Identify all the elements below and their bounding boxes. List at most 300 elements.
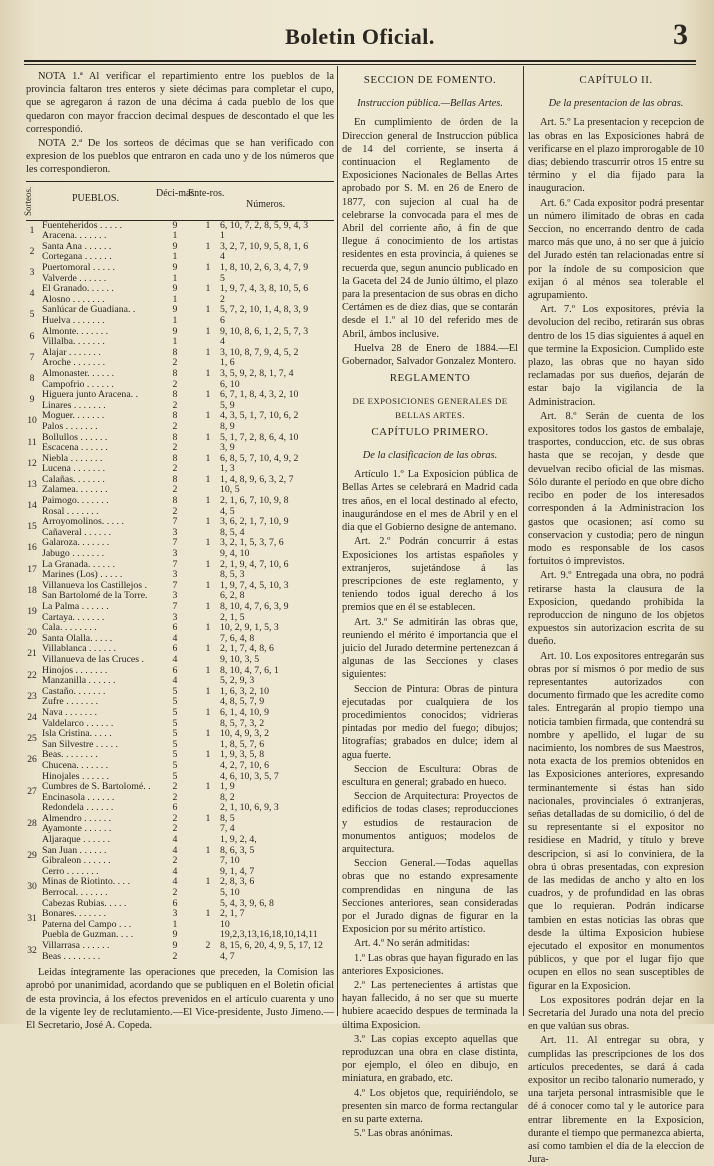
cell-pu: Almonte. . . . . . . <box>42 325 109 337</box>
cell-en: 1 <box>205 781 211 793</box>
cell-nu: 5 <box>220 272 225 284</box>
cell-de: 3 <box>172 590 178 602</box>
header-rule <box>24 60 696 62</box>
cell-en: 1 <box>205 240 211 252</box>
cell-nu: 7, 10 <box>220 855 240 867</box>
cell-nu: 4, 8, 5, 7, 9 <box>220 696 265 708</box>
cell-so: 14 <box>27 500 37 512</box>
cell-de: 9 <box>172 219 178 231</box>
cell-pu: Aroche . . . . . . . <box>42 357 106 369</box>
cell-de: 2 <box>172 855 178 867</box>
cell-nu: 8, 15, 6, 20, 4, 9, 5, 17, 12 <box>220 940 323 951</box>
cell-nu: 5, 1, 7, 2, 8, 6, 4, 10 <box>220 431 299 443</box>
cell-pu: San Silvestre . . . . . <box>42 738 118 750</box>
cell-nu: 4, 6, 10, 3, 5, 7 <box>220 770 279 782</box>
cell-de: 7 <box>172 601 178 612</box>
cell-pu: Bollullos . . . . . . <box>42 431 108 443</box>
cell-nu: 7, 6, 4, 8 <box>220 632 255 644</box>
cell-de: 5 <box>172 759 178 771</box>
cell-nu: 3, 9 <box>220 442 235 454</box>
cell-en: 1 <box>205 537 211 549</box>
cell-pu: Santa Ana . . . . . . <box>42 240 112 252</box>
cell-de: 8 <box>172 473 178 485</box>
article-paragraph: Art. 10. Los expositores entregarán sus obras por sí mismos ó por medio de sus representantes autorizados con documento firmado que les acredite como tales. Entregarán al propio tiempo una noticia tambien firmada, que contendrá su nombre y apellido, el lugar de su nacimiento, los nombres de sus Maestros, nota exacta de los premios obtenidos en las Exposiciones anteriores, expresando terminantemente si éstas han sido nacionales, provinciales ó extranjeras, señas detalladas de su domicilio, ó del de su representante si el expositor no residiese en Madrid, y título y breve descripcion, si así lo conviniera, de la obra ú obras presentadas, con expresion de las medidas de ancho y alto en los cuadros, y de profundidad en las obras que lo requieran. Podrán indicarse tambien en estas noticias las obras que desde la última Exposicion hubiese ejecutado el expositor en monumentos públicos, y que por el lugar fijo que ocupen en ellos no sean susceptibles de figurar en la Exposicion. <box>528 650 704 992</box>
cell-pu: Linares . . . . . . . <box>42 399 106 411</box>
cell-de: 9 <box>172 240 178 252</box>
column-divider <box>523 66 524 1016</box>
cell-pu: Fuenteheridos . . . . . <box>42 219 122 231</box>
cell-so: 21 <box>27 648 37 660</box>
cell-en: 1 <box>205 473 211 485</box>
cell-de: 9 <box>172 304 178 316</box>
page-title: Boletin Oficial. <box>285 24 435 49</box>
cell-de: 5 <box>172 706 178 718</box>
cell-nu: 9, 10, 8, 6, 1, 2, 5, 7, 3 <box>220 325 309 337</box>
cell-de: 8 <box>172 431 178 443</box>
cell-so: 12 <box>27 457 37 469</box>
cell-de: 4 <box>172 865 178 877</box>
cell-de: 3 <box>172 908 178 920</box>
article-paragraph: Art. 8.º Serán de cuenta de los expositores todos los gastos de embalaje, trasportes, conduccion, etc. de sus obras hasta que se recojan, y desde que devuelvan recibo oficial de las mismas. Sólo durante el período en que obre dicho recibo en poder de los interesados corresponden á la Administracion los gastos que ocasionen; así como su conservacion y custodia; pero de ningun modo es responsable de los casos fortuitos ó imprevistos. <box>528 410 704 568</box>
cell-en: 1 <box>205 558 211 570</box>
cell-en: 1 <box>205 685 211 697</box>
reglamento-subheading: DE EXPOSICIONES GENERALES DE BELLAS ARTES. <box>352 396 508 420</box>
cell-pu: Almonaster. . . . . . <box>42 367 115 379</box>
cell-pu: Aljaraque . . . . . . <box>42 834 111 846</box>
cell-de: 9 <box>172 283 178 295</box>
cell-en: 1 <box>205 304 211 316</box>
cell-nu: 5, 7, 2, 10, 1, 4, 8, 3, 9 <box>220 304 309 316</box>
cell-pu: Chucena. . . . . . . <box>42 759 109 771</box>
cell-nu: 4 <box>220 251 225 263</box>
cell-de: 8 <box>172 367 178 379</box>
page-number: 3 <box>673 18 688 51</box>
cell-so: 2 <box>29 245 35 257</box>
cell-nu: 8, 2 <box>220 791 235 803</box>
cell-pu: Rosal . . . . . . . <box>42 505 99 517</box>
cell-nu: 8, 10, 4, 7, 6, 1 <box>220 664 279 676</box>
cell-nu: 6, 1, 4, 10, 9 <box>220 706 269 718</box>
cell-de: 2 <box>172 420 178 432</box>
cell-en: 1 <box>205 706 211 718</box>
cell-de: 1 <box>172 230 178 242</box>
cell-en: 1 <box>205 876 211 888</box>
cell-pu: Beas . . . . . . . . <box>42 950 101 962</box>
cell-en: 1 <box>205 283 211 295</box>
cell-pu: Cañaveral . . . . . . <box>42 526 112 538</box>
cell-pu: Puertomoral . . . . . <box>42 262 115 273</box>
cell-pu: Calañas. . . . . . . <box>42 473 105 485</box>
cell-en: 1 <box>205 812 211 824</box>
cell-de: 6 <box>172 802 178 814</box>
cell-en: 1 <box>205 410 211 422</box>
article-paragraph: Seccion General.—Todas aquellas obras que no estando expresamente comprendidas en ninguna de las Secciones anteriores, sean consideradas por el Jurado dignas de figurar en la Exposicion por su mérito artístico. <box>342 858 518 936</box>
note-paragraph: NOTA 1.ª Al verificar el repartimiento entre los pueblos de la provincia faltaron tres enteros y siete décimas para completar el cupo, que se agregaron á razon de una décima á cada pueblo de los que quedaron con mayor fraccion decimal despues de descontado el que les correspondió. <box>26 71 334 135</box>
cell-de: 6 <box>172 897 178 909</box>
article-paragraph: Seccion de Pintura: Obras de pintura ejecutadas por cualquiera de los procedimientos conocidos; vidrieras pintadas por medio del fuego; dibujos; litografías; grabados en dulce; idem al agua fuerte. <box>342 683 518 761</box>
col-header-decimas: Déci-mas. <box>156 187 197 199</box>
cell-nu: 8, 9 <box>220 420 235 432</box>
cell-nu: 2, 1, 9, 4, 7, 10, 6 <box>220 558 289 570</box>
article-paragraph: Art. 5.º La presentacion y recepcion de las obras en las Exposiciones habrá de verificarse en el plazo improrogable de 10 dias; debiendo trascurrir otros 15 entre su término y el dia fijado para la inauguracion. <box>528 117 704 195</box>
cell-so: 13 <box>27 478 37 490</box>
column-divider <box>337 66 338 1016</box>
article-paragraph: Art. 4.º No serán admitidas: <box>354 938 470 950</box>
cell-so: 1 <box>29 224 35 236</box>
cell-en: 1 <box>205 219 211 231</box>
cell-pu: Jabugo . . . . . . . <box>42 548 105 560</box>
cell-nu: 2, 8, 3, 6 <box>220 876 255 888</box>
cell-so: 3 <box>29 267 35 278</box>
article-paragraph: Art. 2.º Podrán concurrir á estas Exposiciones los artistas españoles y extranjeros, sujetándose á las prescripciones de este reglamento, y teniendo todos igual derecho á los premios que en él se establecen. <box>342 536 518 614</box>
col-header-numeros: Números. <box>246 198 286 210</box>
cell-pu: Moguer. . . . . . . <box>42 410 105 422</box>
table-row <box>26 316 334 327</box>
cell-de: 2 <box>172 399 178 411</box>
cell-de: 5 <box>172 717 178 729</box>
cell-pu: Villablanca . . . . . . <box>42 643 116 655</box>
cell-de: 5 <box>172 696 178 708</box>
cell-nu: 1, 6, 3, 2, 10 <box>220 685 269 697</box>
cell-nu: 6, 2, 8 <box>220 590 245 602</box>
cell-de: 2 <box>172 791 178 803</box>
cell-pu: Paimogo. . . . . . . <box>42 495 109 507</box>
note-paragraph: NOTA 2.ª De los sorteos de décimas que se han verificado con expresion de los pueblos que entraron en cada uno y de los números que les correspondieron. <box>26 138 334 176</box>
cell-de: 4 <box>172 834 178 846</box>
reglamento-heading: REGLAMENTO <box>389 372 471 385</box>
cell-so: 29 <box>27 849 37 861</box>
cell-nu: 1, 3 <box>220 463 235 475</box>
cell-so: 30 <box>27 881 37 893</box>
cell-nu: 6, 10 <box>220 378 240 390</box>
cell-pu: Castaño. . . . . . . <box>42 685 106 697</box>
cell-pu: La Palma . . . . . . <box>42 601 109 612</box>
cell-pu: Alajar . . . . . . . <box>42 346 101 358</box>
article-paragraph: Art. 6.º Cada expositor podrá presentar un número ilimitado de obras en cada Seccion, no encerrando dentro de cada marco más que uno, á no ser que á juicio del Jurado estén tan relacionadas entre sí por la índole de su composicion que exijan ó al ménos sea tolerable el agrupamiento. <box>528 197 704 302</box>
cell-so: 11 <box>27 436 37 448</box>
cell-nu: 6 <box>220 314 225 326</box>
cell-en: 1 <box>205 601 211 612</box>
cell-de: 3 <box>172 526 178 538</box>
cell-nu: 1, 9, 3, 5, 8 <box>220 749 265 761</box>
cell-pu: Manzanilla . . . . . . <box>42 675 116 687</box>
cell-de: 8 <box>172 452 178 464</box>
cell-de: 6 <box>172 643 178 655</box>
cell-so: 22 <box>27 669 37 681</box>
cell-nu: 1 <box>220 230 225 242</box>
cell-en: 1 <box>205 749 211 761</box>
cell-nu: 6, 8, 5, 7, 10, 4, 9, 2 <box>220 452 299 464</box>
closing-paragraph: Leidas íntegramente las operaciones que preceden, la Comision las aprobó por unanimidad, acordando que se publiquen en el Boletin oficial de esta provincia, á los efectos prevenidos en el artículo cuarenta y uno de la vigente ley de reclutamiento.—El Vice-presidente, Justo Jimeno.—El Secretario, José A. Copeda. <box>26 967 334 1031</box>
cell-de: 6 <box>172 664 178 676</box>
cell-de: 7 <box>172 516 178 528</box>
cell-de: 2 <box>172 812 178 824</box>
cell-pu: Paterna del Campo . . . <box>42 918 132 930</box>
cell-en: 1 <box>205 495 211 507</box>
cell-en: 1 <box>205 622 211 634</box>
cell-so: 5 <box>29 309 35 321</box>
article-paragraph: 2.º Las pertenecientes á artistas que hayan fallecido, á no ser que su muerte hubiere acaecido despues de terminada la última Exposicion. <box>342 980 518 1031</box>
header-rule-thin <box>24 64 696 65</box>
cell-nu: 8, 10, 4, 7, 6, 3, 9 <box>220 601 289 612</box>
cell-de: 4 <box>172 844 178 856</box>
cell-nu: 6, 10, 7, 2, 8, 5, 9, 4, 3 <box>220 219 309 231</box>
cell-de: 7 <box>172 537 178 549</box>
chapter-subheading: De la clasificacion de las obras. <box>362 450 498 462</box>
col-header-enteros: Ente-ros. <box>188 187 225 199</box>
cell-de: 8 <box>172 389 178 401</box>
cell-en: 1 <box>205 452 211 464</box>
article-paragraph: Artículo 1.º La Exposicion pública de Bellas Artes se celebrará en Madrid cada tres años, en el local destinado al efecto, inaugurándose en el mes de Abril y en el dia que el Gobierno designe de antemano. <box>342 469 518 534</box>
cell-nu: 9, 4, 10 <box>220 548 250 560</box>
cell-en: 1 <box>205 643 211 655</box>
date-signature: Huelva 28 de Enero de 1884.—El Gobernador, Salvador Gonzalez Montero. <box>342 342 518 368</box>
cell-nu: 3, 2, 7, 10, 9, 5, 8, 1, 6 <box>220 240 309 252</box>
cell-so: 19 <box>27 606 37 617</box>
cell-nu: 8, 5, 3 <box>220 569 245 581</box>
article-paragraph: Art. 7.º Los expositores, prévia la devolucion del recibo, retirarán sus obras dentro de los 15 dias siguientes á aquel en que termine la Exposicion. Cumplido este plazo, las obras que no hayan sido reclamadas por sus dueños, dejarán de estar bajo la vigilancia de la Administracion. <box>528 304 704 408</box>
cell-so: 16 <box>27 542 37 554</box>
cell-nu: 1, 4, 8, 9, 6, 3, 2, 7 <box>220 473 294 485</box>
cell-en: 2 <box>205 940 211 951</box>
cell-pu: Niebla . . . . . . . <box>42 452 103 464</box>
cell-so: 6 <box>29 330 35 342</box>
cell-de: 7 <box>172 558 178 570</box>
cell-en: 1 <box>205 908 211 920</box>
cell-de: 5 <box>172 685 178 697</box>
cell-en: 1 <box>205 431 211 443</box>
cell-pu: Valverde . . . . . . <box>42 272 107 284</box>
cell-so: 9 <box>29 394 35 406</box>
cell-nu: 2, 1, 10, 6, 9, 3 <box>220 802 279 814</box>
table-row <box>26 655 334 666</box>
cell-nu: 8, 6, 3, 5 <box>220 844 255 856</box>
cell-nu: 5, 4, 3, 9, 6, 8 <box>220 897 274 909</box>
cell-en: 1 <box>205 664 211 676</box>
cell-pu: El Granado. . . . . . <box>42 283 114 295</box>
cell-nu: 8, 5, 7, 3, 2 <box>220 717 265 729</box>
cell-en: 1 <box>205 516 211 528</box>
cell-pu: Cortegana . . . . . . <box>42 251 112 263</box>
cell-de: 9 <box>172 940 178 951</box>
cell-so: 17 <box>27 563 37 575</box>
cell-pu: Encinasola . . . . . . <box>42 791 115 803</box>
cell-de: 2 <box>172 357 178 369</box>
table-header <box>23 181 334 221</box>
subsection-heading: Instruccion pública.—Bellas Artes. <box>357 98 503 110</box>
cell-de: 2 <box>172 823 178 835</box>
cell-so: 27 <box>27 786 37 798</box>
cell-pu: Ayamonte . . . . . . <box>42 823 112 835</box>
cell-pu: Lucena . . . . . . . <box>42 463 106 475</box>
cell-de: 2 <box>172 484 178 496</box>
cell-nu: 2 <box>220 293 225 305</box>
table-row <box>26 422 334 433</box>
lottery-table <box>26 221 334 963</box>
cell-nu: 1, 9, 7, 4, 3, 8, 10, 5, 6 <box>220 283 309 295</box>
cell-de: 8 <box>172 495 178 507</box>
cell-nu: 9, 1, 4, 7 <box>220 865 255 877</box>
cell-de: 1 <box>172 314 178 326</box>
cell-pu: Valdelarco . . . . . . <box>42 717 114 729</box>
article-paragraph: 1.º Las obras que hayan figurado en las anteriores Exposiciones. <box>342 952 518 977</box>
cell-nu: 4, 5 <box>220 505 235 517</box>
table-row <box>26 952 334 963</box>
cell-nu: 10, 2, 9, 1, 5, 3 <box>220 622 279 634</box>
cell-pu: Bonares. . . . . . . <box>42 908 106 920</box>
cell-de: 8 <box>172 410 178 422</box>
cell-nu: 1, 8, 10, 2, 6, 3, 4, 7, 9 <box>220 262 309 273</box>
article-paragraph: 5.º Las obras anónimas. <box>354 1128 453 1140</box>
cell-en: 1 <box>205 389 211 401</box>
cell-nu: 5, 9 <box>220 399 235 411</box>
cell-nu: 1, 6 <box>220 357 235 369</box>
cell-so: 24 <box>27 711 37 723</box>
cell-so: 8 <box>29 372 35 384</box>
cell-nu: 10, 4, 9, 3, 2 <box>220 728 269 740</box>
cell-nu: 2, 1, 7 <box>220 908 245 920</box>
cell-so: 28 <box>27 817 37 829</box>
cell-so: 4 <box>29 288 35 300</box>
cell-so: 20 <box>27 627 37 639</box>
cell-en: 1 <box>205 728 211 740</box>
cell-de: 2 <box>172 781 178 793</box>
cell-nu: 9, 10, 3, 5 <box>220 653 260 665</box>
cell-so: 26 <box>27 754 37 766</box>
cell-pu: Marines (Los) . . . . . <box>42 569 123 581</box>
cell-nu: 2, 1, 6, 7, 10, 9, 8 <box>220 495 289 507</box>
cell-de: 9 <box>172 262 178 273</box>
cell-en: 1 <box>205 367 211 379</box>
cell-pu: Cumbres de S. Bartolomé. . <box>42 781 151 793</box>
cell-pu: Zufre . . . . . . . <box>42 696 99 708</box>
cell-nu: 7, 4 <box>220 823 235 835</box>
cell-en: 1 <box>205 579 211 591</box>
cell-pu: Gibraleon . . . . . . <box>42 855 111 867</box>
cell-nu: 3, 5, 9, 2, 8, 1, 7, 4 <box>220 367 294 379</box>
col-header-sorteos: Sorteos. <box>23 186 33 216</box>
page-header <box>24 10 696 56</box>
cell-nu: 1, 9, 2, 4, <box>220 834 257 846</box>
cell-pu: Campofrio . . . . . . <box>42 378 114 390</box>
cell-pu: San Bartolomé de la Torre. <box>42 590 148 602</box>
cell-de: 1 <box>172 251 178 263</box>
cell-nu: 10, 5 <box>220 484 240 496</box>
cell-de: 2 <box>172 463 178 475</box>
cell-nu: 4, 7 <box>220 950 235 962</box>
cell-pu: Hinojos . . . . . . . <box>42 664 108 676</box>
cell-nu: 1, 9, 7, 4, 5, 10, 3 <box>220 579 289 591</box>
cell-nu: 8, 5 <box>220 812 235 824</box>
cell-nu: 19,2,3,13,16,18,10,14,11 <box>220 929 318 941</box>
intro-paragraph: En cumplimiento de órden de la Direccion general de Instruccion pública de 14 del corriente, se inserta á continuacion el Reglamento de Exposiciones Nacionales de Bellas Artes aprobado por S. M. en 26 de Enero de 1877, con sujecion al cual ha de celebrarse la convocada para el mes de Abril del corriente año, á fin de que llegue á conocimiento de los artistas residentes en esta provincia, á quienes se recuerda que, segun anuncio publicado en la Gaceta del 24 de Junio último, el plazo para la presentacion de sus obras en dicho Certámen es de diez dias, que se contarán desde el 1.º al 10 del referido mes de Abril, ámbos inclusive. <box>342 117 518 340</box>
cell-pu: Cartaya. . . . . . . <box>42 611 105 623</box>
col-header-pueblos: PUEBLOS. <box>72 192 119 204</box>
cell-pu: San Juan . . . . . . <box>42 844 107 856</box>
cell-pu: Villanueva de las Cruces . <box>42 653 144 665</box>
article-paragraph: Seccion de Escultura: Obras de escultura en general; grabado en hueco. <box>342 763 518 788</box>
cell-so: 32 <box>27 945 37 956</box>
column-three <box>528 70 704 1166</box>
cell-so: 7 <box>29 351 35 363</box>
cell-pu: Cala. . . . . . . . <box>42 622 97 634</box>
cell-pu: Sanlúcar de Guadiana. . <box>42 304 136 316</box>
cell-en: 1 <box>205 844 211 856</box>
cell-pu: Villarrasa . . . . . . <box>42 940 110 951</box>
cell-nu: 4 <box>220 336 225 348</box>
cell-nu: 5, 10 <box>220 887 240 899</box>
cell-de: 5 <box>172 728 178 740</box>
cell-pu: La Granada. . . . . . <box>42 558 115 570</box>
cell-pu: Palos . . . . . . . <box>42 420 98 432</box>
cell-de: 5 <box>172 738 178 750</box>
cell-pu: Berrocal. . . . . . . <box>42 887 108 899</box>
cell-pu: Santa Olalla. . . . . <box>42 632 113 644</box>
cell-nu: 4, 3, 5, 1, 7, 10, 6, 2 <box>220 410 299 422</box>
column-one <box>23 70 334 1031</box>
cell-de: 1 <box>172 336 178 348</box>
cell-de: 8 <box>172 346 178 358</box>
cell-de: 3 <box>172 569 178 581</box>
cell-pu: Minas de Riotinto. . . . <box>42 876 130 888</box>
cell-pu: Higuera junto Aracena. . <box>42 389 139 401</box>
article-paragraph: Los expositores podrán dejar en la Secretaría del Jurado una nota del precio en que valúan sus obras. <box>528 994 704 1033</box>
cell-de: 6 <box>172 622 178 634</box>
cell-nu: 2, 1, 7, 4, 8, 6 <box>220 643 274 655</box>
cell-de: 4 <box>172 675 178 687</box>
cell-nu: 10 <box>220 918 230 930</box>
cell-de: 1 <box>172 272 178 284</box>
cell-nu: 6, 7, 1, 8, 4, 3, 2, 10 <box>220 389 299 401</box>
cell-so: 15 <box>27 521 37 533</box>
table-row <box>26 761 334 772</box>
article-paragraph: Seccion de Arquitectura: Proyectos de edificios de todas clases; reproducciones y estudios de restauracion de monumentos antiguos; modelos de arquitectura. <box>342 791 518 855</box>
cell-pu: Galaroza. . . . . . . <box>42 537 110 549</box>
article-paragraph: Art. 3.º Se admitirán las obras que, reuniendo el mérito é importancia que el juicio del Jurado determine pertenezcan á algunas de las Secciones y clases siguientes: <box>342 616 518 681</box>
cell-en: 1 <box>205 346 211 358</box>
cell-so: 25 <box>27 733 37 745</box>
cell-de: 2 <box>172 505 178 517</box>
cell-pu: Beas. . . . . . . . <box>42 749 98 761</box>
cell-en: 1 <box>205 262 211 273</box>
cell-pu: Cerro . . . . . . . <box>42 865 99 877</box>
cell-pu: Villalba. . . . . . . <box>42 336 105 348</box>
cell-pu: Arroyomolinos. . . . . <box>42 516 124 528</box>
cell-pu: Isla Cristina. . . . . <box>42 728 112 740</box>
cell-de: 2 <box>172 442 178 454</box>
cell-pu: Villanueva los Castillejos . <box>42 579 147 591</box>
cell-nu: 1, 9 <box>220 781 235 793</box>
cell-pu: Almendro . . . . . . <box>42 812 112 824</box>
cell-pu: Cabezas Rubias. . . . . <box>42 897 127 909</box>
cell-pu: Escacena . . . . . . <box>42 442 108 454</box>
cell-pu: Aracena. . . . . . . <box>42 230 107 242</box>
cell-pu: Nava . . . . . . . <box>42 706 97 718</box>
cell-de: 1 <box>172 918 178 930</box>
cell-de: 3 <box>172 548 178 560</box>
cell-nu: 5, 2, 9, 3 <box>220 675 255 687</box>
cell-pu: Alosno . . . . . . . <box>42 293 105 305</box>
article-paragraph: Art. 9.º Entregada una obra, no podrá retirarse hasta la clausura de la Exposicion, quedando prohibida la reproduccion de ninguno de los objetos expuestos sin autorizacion escrita de su dueño. <box>528 570 704 648</box>
cell-de: 3 <box>172 611 178 623</box>
cell-de: 4 <box>172 653 178 665</box>
article-paragraph: 4.º Los objetos que, requiriéndolo, se presenten sin marco de forma rectangular en su parte externa. <box>342 1087 518 1126</box>
cell-de: 9 <box>172 929 178 941</box>
cell-so: 23 <box>27 690 37 702</box>
cell-nu: 4, 2, 7, 10, 6 <box>220 759 269 771</box>
cell-so: 18 <box>27 584 37 596</box>
cell-nu: 3, 2, 1, 5, 3, 7, 6 <box>220 537 284 549</box>
